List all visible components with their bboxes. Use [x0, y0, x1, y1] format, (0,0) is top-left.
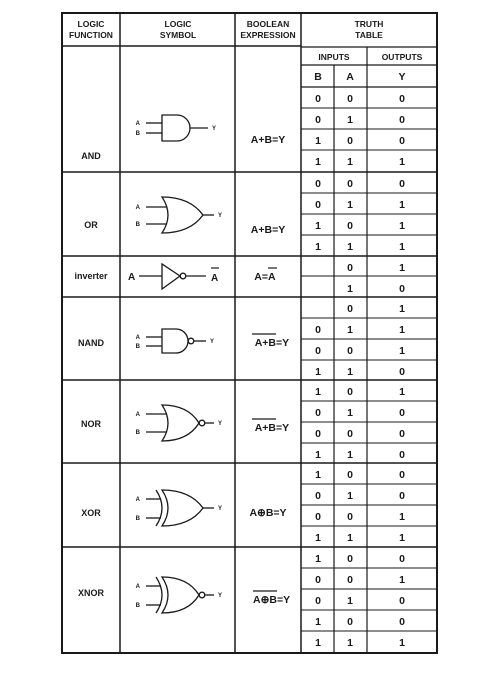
truth-value: 1	[347, 532, 353, 544]
truth-value: 0	[347, 616, 353, 628]
truth-value: 0	[347, 553, 353, 565]
gate-name-and: AND	[81, 151, 101, 161]
inverter-symbol	[128, 264, 219, 289]
pin-label-a: A	[135, 584, 140, 590]
pin-label-y: Y	[218, 593, 223, 599]
truth-value: 0	[399, 178, 405, 190]
truth-value: 0	[347, 93, 353, 105]
truth-value: 1	[347, 114, 353, 126]
truth-value: 0	[399, 366, 405, 378]
truth-value: 1	[399, 345, 405, 357]
pin-label-y: Y	[218, 421, 223, 427]
expression-xnor-bar: A⊕B	[253, 594, 277, 606]
truth-value: 1	[399, 262, 405, 274]
truth-value: 1	[315, 366, 321, 378]
truth-value: 1	[315, 469, 321, 481]
truth-value: 1	[399, 220, 405, 232]
expression-inverter-right: A	[268, 271, 276, 283]
truth-value: 0	[347, 135, 353, 147]
pin-label-y: Y	[218, 213, 223, 219]
gate-name-nand: NAND	[78, 338, 104, 348]
pin-label-b: B	[135, 516, 140, 522]
truth-value: 0	[399, 407, 405, 419]
header-expression-line2: EXPRESSION	[240, 30, 296, 40]
truth-value: 0	[347, 178, 353, 190]
pin-label-y: Y	[212, 126, 217, 132]
expression-nand	[252, 334, 289, 349]
truth-value: 1	[399, 156, 405, 168]
header-truth-line1: TRUTH	[354, 19, 384, 29]
truth-value: 1	[399, 303, 405, 315]
pin-label-a: A	[128, 272, 136, 283]
truth-value: 0	[315, 407, 321, 419]
truth-value: 0	[347, 345, 353, 357]
truth-value: 1	[347, 324, 353, 336]
truth-value: 0	[315, 199, 321, 211]
expression-nand-bar: A+B	[254, 337, 276, 349]
truth-value: 0	[399, 428, 405, 440]
gate-name-or: OR	[84, 220, 98, 230]
truth-value: 1	[315, 532, 321, 544]
truth-value: 0	[347, 220, 353, 232]
expression-or: A+B=Y	[250, 224, 286, 236]
truth-table-row-lines	[301, 108, 437, 631]
expression-nor-bar: A+B	[254, 422, 276, 434]
truth-value: 1	[315, 449, 321, 461]
xnor-gate-symbol	[136, 577, 222, 613]
header-inputs: INPUTS	[318, 52, 350, 62]
xor-gate-symbol	[136, 490, 222, 526]
truth-value: 0	[399, 469, 405, 481]
truth-value: 1	[315, 553, 321, 565]
truth-value: 1	[347, 366, 353, 378]
truth-value: 0	[399, 595, 405, 607]
truth-value: 1	[399, 386, 405, 398]
truth-value: 1	[315, 637, 321, 649]
gate-name-xor: XOR	[81, 508, 101, 518]
pin-label-y: Y	[210, 339, 215, 345]
truth-value: 0	[399, 93, 405, 105]
truth-value: 0	[347, 303, 353, 315]
pin-label-b: B	[135, 430, 140, 436]
truth-value: 0	[315, 178, 321, 190]
expression-nor	[252, 419, 289, 434]
pin-label-b: B	[135, 603, 140, 609]
truth-value: 1	[347, 449, 353, 461]
truth-value: 0	[347, 511, 353, 523]
truth-value: 1	[399, 241, 405, 253]
truth-value: 0	[315, 345, 321, 357]
truth-value: 1	[347, 283, 353, 295]
truth-value: 0	[399, 616, 405, 628]
truth-value: 1	[399, 637, 405, 649]
truth-value: 0	[399, 449, 405, 461]
expression-inverter-left: A=	[254, 271, 268, 283]
truth-value: 1	[399, 574, 405, 586]
header-symbol-line1: LOGIC	[164, 19, 192, 29]
truth-value: 1	[399, 199, 405, 211]
gate-name-inverter: inverter	[74, 271, 108, 281]
header-function-line1: LOGIC	[77, 19, 105, 29]
column-y-label: Y	[398, 71, 406, 83]
expression-and: A+B=Y	[250, 134, 286, 146]
truth-value: 0	[315, 324, 321, 336]
truth-value: 1	[347, 199, 353, 211]
pin-label-a: A	[135, 497, 140, 503]
expression-inverter	[254, 268, 277, 283]
truth-value: 0	[399, 135, 405, 147]
truth-value: 0	[315, 574, 321, 586]
header-symbol-line2: SYMBOL	[159, 30, 197, 40]
truth-value: 1	[399, 324, 405, 336]
expression-nor-rest: =Y	[276, 422, 290, 434]
truth-table-values	[315, 93, 405, 649]
pin-label-a: A	[135, 412, 140, 418]
truth-value: 1	[347, 241, 353, 253]
truth-value: 1	[347, 490, 353, 502]
pin-label-b: B	[135, 222, 140, 228]
truth-value: 0	[315, 428, 321, 440]
column-b-label: B	[314, 71, 322, 83]
truth-value: 0	[315, 490, 321, 502]
truth-value: 1	[315, 135, 321, 147]
pin-label-y: Y	[218, 506, 223, 512]
column-a-label: A	[346, 71, 354, 83]
truth-value: 0	[315, 114, 321, 126]
truth-value: 1	[315, 616, 321, 628]
truth-value: 1	[347, 595, 353, 607]
truth-value: 0	[315, 511, 321, 523]
truth-value: 1	[315, 241, 321, 253]
header-expression-line1: BOOLEAN	[246, 19, 290, 29]
truth-value: 1	[347, 637, 353, 649]
truth-value: 0	[347, 262, 353, 274]
truth-value: 0	[399, 283, 405, 295]
truth-value: 0	[347, 428, 353, 440]
pin-label-b: B	[135, 344, 140, 350]
gate-name-nor: NOR	[81, 419, 101, 429]
truth-value: 1	[347, 407, 353, 419]
truth-value: 0	[347, 574, 353, 586]
expression-xnor	[253, 591, 290, 606]
and-gate-symbol	[136, 115, 216, 141]
truth-value: 0	[399, 490, 405, 502]
truth-value: 0	[399, 114, 405, 126]
or-gate-symbol	[136, 197, 222, 233]
expression-xnor-rest: =Y	[277, 594, 291, 606]
header-outputs: OUTPUTS	[381, 52, 423, 62]
expression-xor: A⊕B=Y	[249, 507, 287, 519]
truth-value: 1	[347, 156, 353, 168]
expression-nand-rest: =Y	[276, 337, 290, 349]
header-truth-line2: TABLE	[355, 30, 383, 40]
truth-value: 0	[315, 93, 321, 105]
pin-label-a-bar: A	[211, 273, 219, 284]
truth-value: 0	[399, 553, 405, 565]
truth-value: 1	[399, 511, 405, 523]
truth-value: 0	[347, 386, 353, 398]
table-frame	[62, 13, 437, 653]
pin-label-b: B	[135, 131, 140, 137]
truth-value: 1	[315, 220, 321, 232]
nand-gate-symbol	[136, 329, 214, 353]
truth-value: 1	[399, 532, 405, 544]
pin-label-a: A	[135, 121, 140, 127]
truth-value: 0	[347, 469, 353, 481]
truth-value: 1	[315, 386, 321, 398]
truth-value: 0	[315, 595, 321, 607]
truth-value: 1	[315, 156, 321, 168]
header-function-line2: FUNCTION	[69, 30, 113, 40]
pin-label-a: A	[135, 335, 140, 341]
pin-label-a: A	[135, 205, 140, 211]
gate-name-xnor: XNOR	[77, 588, 105, 598]
nor-gate-symbol	[136, 405, 222, 441]
